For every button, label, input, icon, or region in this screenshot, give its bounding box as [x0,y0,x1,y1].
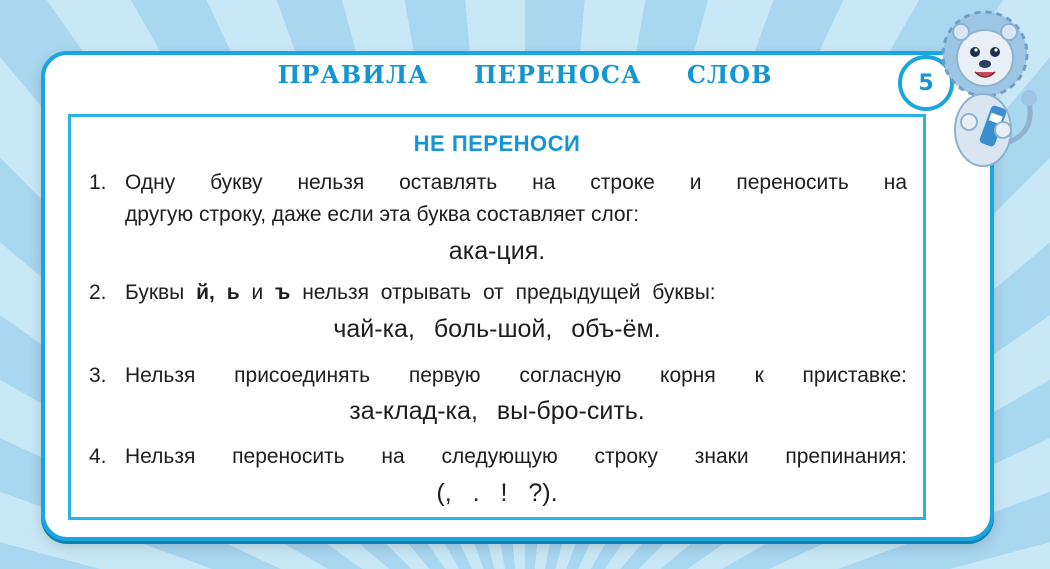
letter-i-kratkoe: й, [196,281,215,304]
page-number-badge: 5 [898,55,954,111]
rule-text-line: Нельзя присоединять первую согласную корня к приставке: [125,364,907,387]
rule-1-continued [89,199,907,231]
rule-number: 1. [89,171,107,194]
rule-text-line: Нельзя переносить на следующую строку знаки препинания: [125,445,907,468]
rule-1 [89,167,907,199]
lion-mascot-icon [925,2,1050,177]
conjunction: и [251,281,264,304]
rules-frame [68,114,926,520]
rule-1-example: ака-ция. [448,237,546,265]
rule-text-line: другую строку, даже если эта буква составляет слог: [125,203,640,226]
rule-4-example: (, . ! ?). [436,479,558,507]
page-title: ПРАВИЛА ПЕРЕНОСА СЛОВ [277,60,773,89]
rule-3 [89,360,907,392]
rule-number: 4. [89,445,107,468]
letter-hard-sign: ъ [275,281,291,304]
rule-text-line: Одну букву нельзя оставлять на строке и переносить на [125,171,907,194]
rule-text: нельзя отрывать от предыдущей буквы: [302,281,716,304]
rule-3-example: за-клад-ка, вы-бро-сить. [349,397,645,425]
section-subtitle: НЕ ПЕРЕНОСИ [413,131,581,156]
rule-4 [89,441,907,473]
rule-number: 3. [89,364,107,387]
rule-2 [89,277,907,309]
rule-2-example: чай-ка, боль-шой, объ-ём. [333,315,661,343]
letter-soft-sign: ь [226,281,240,304]
rule-number: 2. [89,281,107,304]
rule-text: Буквы [125,281,185,304]
